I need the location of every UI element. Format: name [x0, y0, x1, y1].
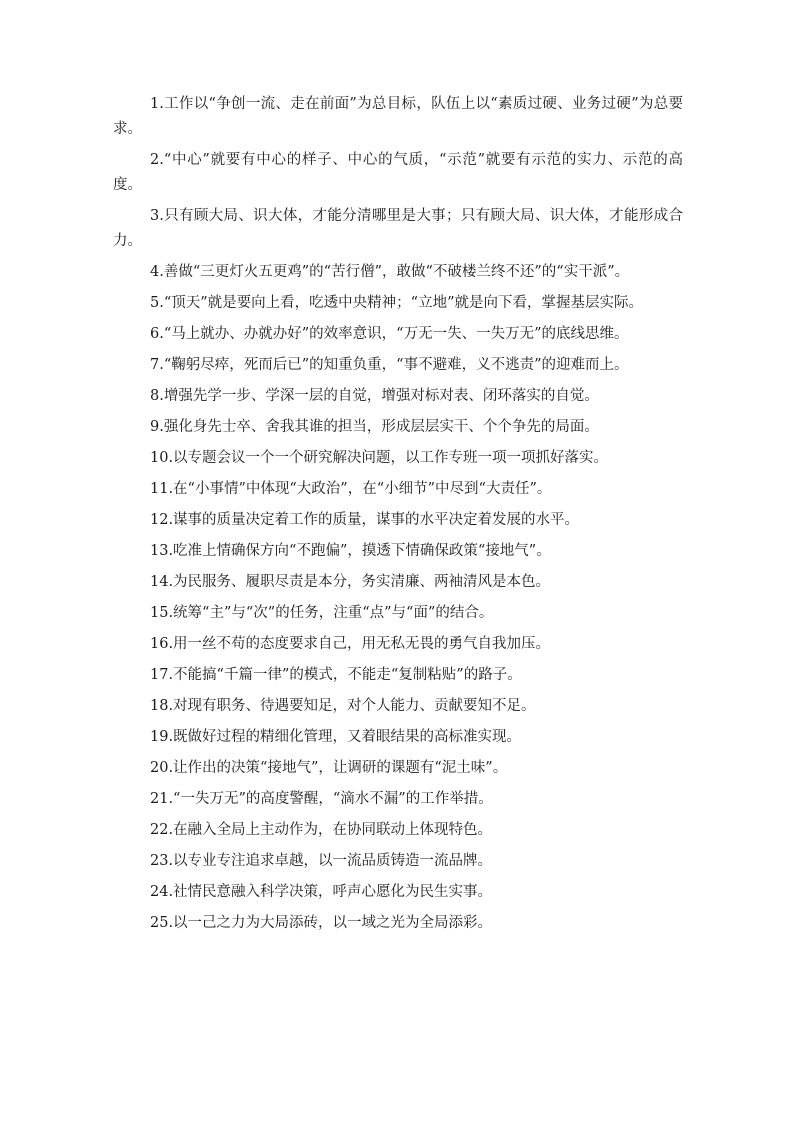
list-item: 20.让作出的决策“接地气”，让调研的课题有“泥土味”。 [150, 760, 508, 776]
list-item: 4.善做“三更灯火五更鸡”的“苦行僧”，敢做“不破楼兰终不还”的“实干派”。 [150, 264, 630, 280]
list-item: 7.“鞠躬尽瘁，死而后已”的知重负重，“事不避难，义不逃责”的迎难而上。 [150, 357, 629, 373]
list-item: 18.对现有职务、待遇要知足，对个人能力、贡献要知不足。 [150, 698, 536, 714]
list-item: 17.不能搞“千篇一律”的模式，不能走“复制粘贴”的路子。 [150, 667, 522, 683]
list-item: 24.社情民意融入科学决策，呼声心愿化为民生实事。 [150, 884, 493, 900]
document-body [113, 92, 683, 942]
list-item: 13.吃准上情确保方向“不跑偏”，摸透下情确保政策“接地气”。 [150, 543, 551, 559]
list-item: 9.强化身先士卒、舍我其谁的担当，形成层层实干、个个争先的局面。 [150, 419, 599, 435]
list-item: 6.“马上就办、办就办好”的效率意识，“万无一失、一失万无”的底线思维。 [150, 326, 629, 342]
list-item: 1.工作以“争创一流、走在前面”为总目标，队伍上以“素质过硬、业务过硬”为总要求。 [113, 96, 683, 137]
list-item: 3.只有顾大局、识大体，才能分清哪里是大事；只有顾大局、识大体，才能形成合力。 [113, 208, 683, 249]
list-item: 11.在“小事情”中体现“大政治”，在“小细节”中尽到“大责任”。 [150, 481, 552, 497]
list-item: 5.“顶天”就是要向上看，吃透中央精神；“立地”就是向下看，掌握基层实际。 [150, 295, 643, 311]
list-item: 19.既做好过程的精细化管理，又着眼结果的高标准实现。 [150, 729, 522, 745]
list-item: 2.“中心”就要有中心的样子、中心的气质，“示范”就要有示范的实力、示范的高度。 [113, 152, 683, 193]
list-item: 8.增强先学一步、学深一层的自觉，增强对标对表、闭环落实的自觉。 [150, 388, 599, 404]
list-item: 21.“一失万无”的高度警醒，“滴水不漏”的工作举措。 [150, 791, 493, 807]
list-item: 15.统筹“主”与“次”的任务，注重“点”与“面”的结合。 [150, 605, 494, 621]
list-item: 14.为民服务、履职尽责是本分，务实清廉、两袖清风是本色。 [150, 574, 551, 590]
list-item: 10.以专题会议一个一个研究解决问题，以工作专班一项一项抓好落实。 [150, 450, 609, 466]
list-item: 12.谋事的质量决定着工作的质量，谋事的水平决定着发展的水平。 [150, 512, 580, 528]
list-item: 25.以一己之力为大局添砖，以一域之光为全局添彩。 [150, 915, 493, 931]
list-item: 16.用一丝不苟的态度要求自己，用无私无畏的勇气自我加压。 [150, 636, 551, 652]
list-item: 23.以专业专注追求卓越，以一流品质铸造一流品牌。 [150, 853, 493, 869]
list-item: 22.在融入全局上主动作为，在协同联动上体现特色。 [150, 822, 493, 838]
